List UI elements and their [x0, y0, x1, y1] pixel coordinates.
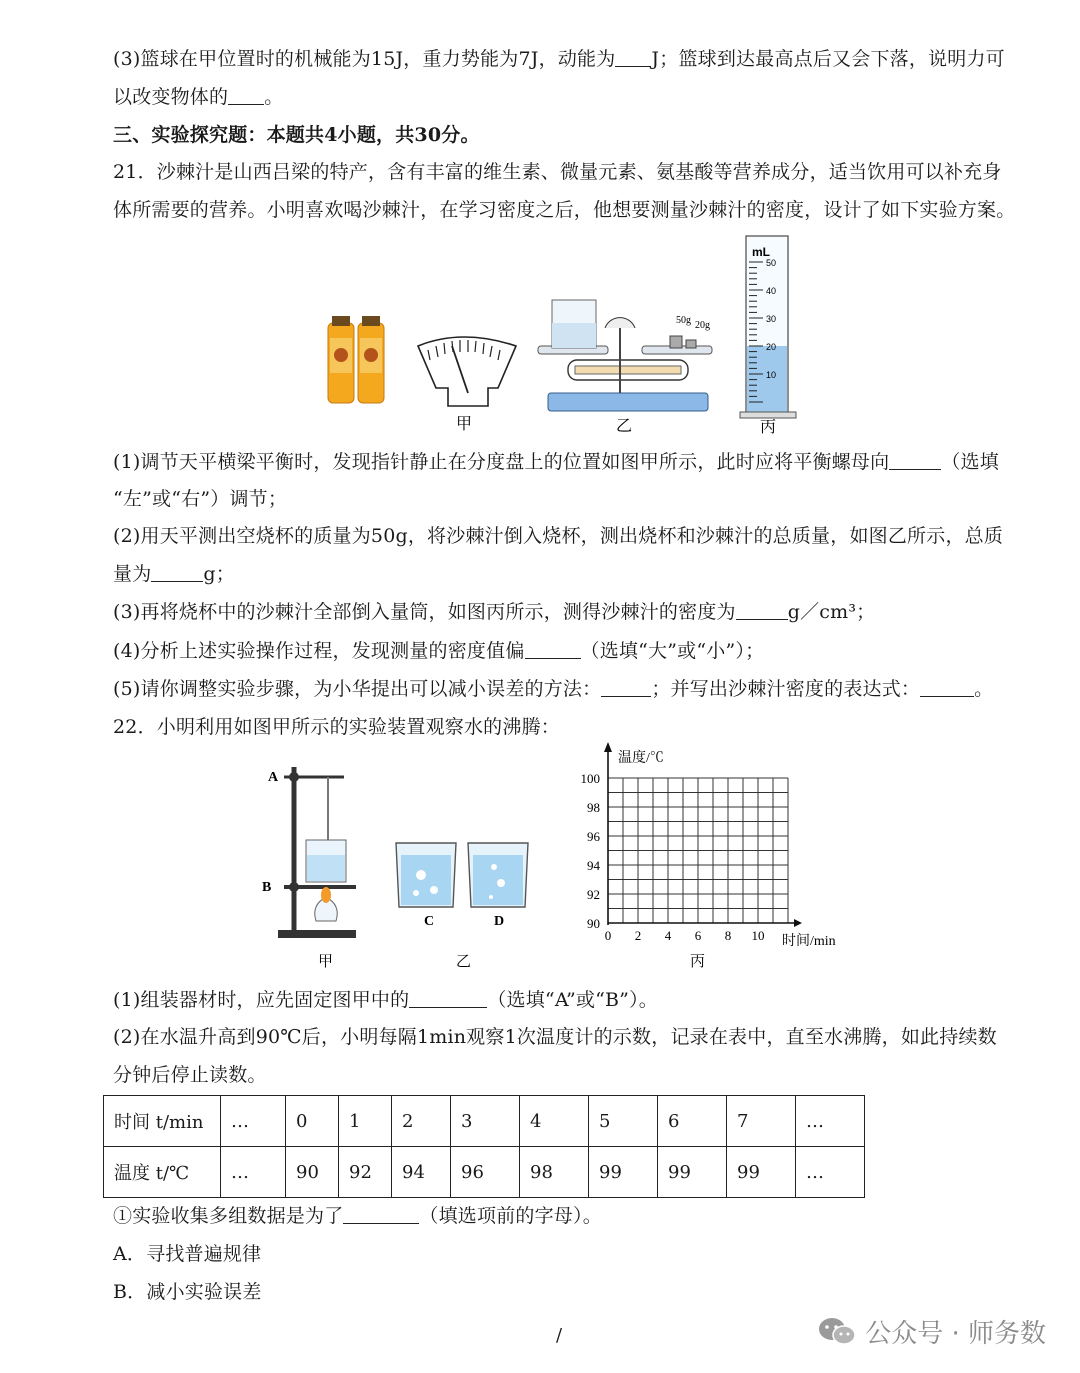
graph-ytick-label: 98: [587, 800, 600, 815]
juice-bottles-image: [328, 316, 384, 403]
table-cell: 94: [392, 1147, 451, 1198]
table-cell: 98: [520, 1147, 589, 1198]
q22-p2-line1: (2)在水温升高到90℃后，小明每隔1min观察1次温度计的示数，记录在表中，直至水沸腾，如此持续数: [113, 1026, 997, 1048]
graph-ytick-label: 90: [587, 916, 600, 931]
q21-p4-text: (4)分析上述实验操作过程，发现测量的密度值偏: [113, 640, 525, 662]
table-cell: 92: [339, 1147, 392, 1198]
q22-sub1-after: （填选项前的字母）。: [419, 1205, 602, 1227]
q20-3-line1: [113, 44, 1005, 71]
cylinder-tick-10: 10: [766, 370, 777, 380]
page-mark: /: [556, 1325, 563, 1346]
option-b[interactable]: B．减小实验误差: [113, 1281, 262, 1303]
q21-p5-mid: ；并写出沙棘汁密度的表达式：: [651, 678, 921, 700]
answer-blank[interactable]: [343, 1205, 419, 1224]
graduated-cylinder-figure: [740, 236, 796, 418]
q21-p5: [113, 674, 993, 701]
table-cell: 4: [520, 1096, 589, 1147]
balance-scale-figure: [538, 300, 712, 411]
table-cell: 7: [727, 1096, 796, 1147]
table-header-time: 时间 t/min: [104, 1096, 221, 1147]
q21-p4: [113, 636, 764, 663]
cylinder-tick-50: 50: [766, 258, 777, 268]
table-cell: …: [221, 1096, 286, 1147]
q22-p2-line2: 分钟后停止读数。: [113, 1064, 267, 1086]
answer-blank[interactable]: [409, 989, 487, 1008]
table-header-temperature: 温度 t/℃: [104, 1147, 221, 1198]
table-cell: 96: [451, 1147, 520, 1198]
q22-fig-label-yi: 乙: [456, 954, 472, 970]
cylinder-tick-40: 40: [766, 286, 777, 296]
graph-xtick-label: 0: [604, 928, 612, 943]
q21-p2-line2-text: 量为: [113, 563, 152, 585]
watermark-text: 公众号 · 师务数: [865, 1319, 1046, 1349]
beaker-label-D: D: [494, 914, 505, 929]
q20-3-line2: [113, 82, 283, 109]
fig-label-bing: 丙: [760, 419, 777, 436]
q21-p1-text-after: （选填: [941, 451, 999, 473]
table-cell: 2: [392, 1096, 451, 1147]
q21-p3-after: g／cm³；: [787, 601, 876, 623]
q21-p2-line1: (2)用天平测出空烧杯的质量为50g，将沙棘汁倒入烧杯，测出烧杯和沙棘汁的总质量，如图乙所示，总质: [113, 525, 1004, 547]
boiling-apparatus-figure: [262, 767, 356, 938]
q22-fig-label-jia: 甲: [318, 954, 334, 970]
q22-fig-label-bing: 丙: [690, 954, 706, 970]
stand-label-B: B: [262, 880, 272, 895]
section-title: 三、实验探究题：本题共4小题，共30分。: [113, 124, 480, 146]
q21-figures: [320, 228, 820, 438]
temperature-time-graph: [570, 742, 860, 972]
q21-p5-after: 。: [974, 678, 994, 700]
q20-3-text-after: J；篮球到达最高点后又会下落，说明力可: [651, 48, 1005, 70]
table-cell: 99: [658, 1147, 727, 1198]
table-cell: …: [796, 1147, 865, 1198]
table-cell: 3: [451, 1096, 520, 1147]
stand-label-A: A: [268, 770, 279, 785]
graph-xlabel: 时间/min: [782, 934, 836, 949]
q22-p1: [113, 985, 658, 1012]
balance-scale-dial-figure: [418, 337, 516, 406]
fig-label-jia: 甲: [456, 416, 473, 433]
answer-blank[interactable]: [228, 86, 264, 105]
graph-xtick-label: 2: [634, 928, 642, 943]
q21-stem-line1: 21．沙棘汁是山西吕梁的特产，含有丰富的维生素、微量元素、氨基酸等营养成分，适当饮用可以补充身: [113, 161, 1002, 183]
q21-p2-line2: [113, 559, 235, 586]
answer-blank[interactable]: [151, 563, 203, 582]
beakers-c-d-figure: [396, 843, 528, 929]
table-cell: 1: [339, 1096, 392, 1147]
q21-p5-text: (5)请你调整实验步骤，为小华提出可以减小误差的方法：: [113, 678, 602, 700]
wechat-icon: [817, 1316, 857, 1348]
q21-p2-line2-after: g；: [203, 563, 235, 585]
graph-xtick-label: 4: [664, 928, 672, 943]
answer-blank[interactable]: [736, 601, 788, 620]
table-cell: …: [796, 1096, 865, 1147]
fig-label-yi: 乙: [616, 418, 633, 435]
graph-ytick-label: 96: [587, 829, 600, 844]
graph-ylabel: 温度/℃: [618, 751, 664, 766]
q20-3-line2-text: 以改变物体的: [113, 86, 229, 108]
cylinder-tick-20: 20: [766, 342, 777, 352]
q21-p3: [113, 597, 875, 624]
cylinder-tick-30: 30: [766, 314, 777, 324]
answer-blank[interactable]: [920, 678, 974, 697]
q21-stem-line2: 体所需要的营养。小明喜欢喝沙棘汁，在学习密度之后，他想要测量沙棘汁的密度，设计了如下实验方案。: [113, 199, 1016, 221]
beaker-label-C: C: [424, 914, 435, 929]
table-row-time: [104, 1096, 865, 1147]
table-cell: …: [221, 1147, 286, 1198]
q20-3-text: (3)篮球在甲位置时的机械能为15J，重力势能为7J，动能为: [113, 48, 616, 70]
q22-sub1: [113, 1201, 602, 1228]
q21-p3-text: (3)再将烧杯中的沙棘汁全部倒入量筒，如图丙所示，测得沙棘汁的密度为: [113, 601, 736, 623]
graph-xtick-label: 10: [751, 928, 765, 943]
weight-label-20g: 20g: [695, 320, 710, 331]
answer-blank[interactable]: [601, 678, 651, 697]
graph-ytick-label: 100: [580, 771, 600, 786]
graph-ytick-label: 92: [587, 887, 600, 902]
graph-xtick-label: 8: [724, 928, 732, 943]
q21-p1-line1: [113, 447, 999, 474]
q21-p4-after: （选填“大”或“小”）；: [580, 640, 765, 662]
graph-xtick-label: 6: [694, 928, 702, 943]
option-a[interactable]: A．寻找普遍规律: [113, 1243, 262, 1265]
q22-apparatus-figures: [256, 745, 556, 970]
cylinder-unit: mL: [752, 245, 770, 259]
q21-p1-text: (1)调节天平横梁平衡时，发现指针静止在分度盘上的位置如图甲所示，此时应将平衡螺母向: [113, 451, 890, 473]
q22-p1-after: （选填“A”或“B”）。: [487, 989, 658, 1011]
temperature-table: [103, 1095, 865, 1198]
answer-blank[interactable]: [525, 640, 581, 659]
table-cell: 6: [658, 1096, 727, 1147]
table-cell: 99: [727, 1147, 796, 1198]
weight-label-50g: 50g: [676, 315, 691, 326]
q20-3-line2-after: 。: [264, 86, 284, 108]
table-cell: 5: [589, 1096, 658, 1147]
answer-blank[interactable]: [889, 451, 941, 470]
q21-p1-line2: “左”或“右”）调节；: [113, 488, 288, 510]
answer-blank[interactable]: [615, 48, 651, 67]
q22-p1-text: (1)组装器材时，应先固定图甲中的: [113, 989, 410, 1011]
watermark: [817, 1313, 1046, 1350]
graph-ytick-label: 94: [587, 858, 600, 873]
table-row-temperature: [104, 1147, 865, 1198]
table-cell: 90: [286, 1147, 339, 1198]
table-cell: 0: [286, 1096, 339, 1147]
table-cell: 99: [589, 1147, 658, 1198]
q22-stem: 22．小明利用如图甲所示的实验装置观察水的沸腾：: [113, 716, 560, 738]
q22-sub1-text: ①实验收集多组数据是为了: [113, 1205, 344, 1227]
